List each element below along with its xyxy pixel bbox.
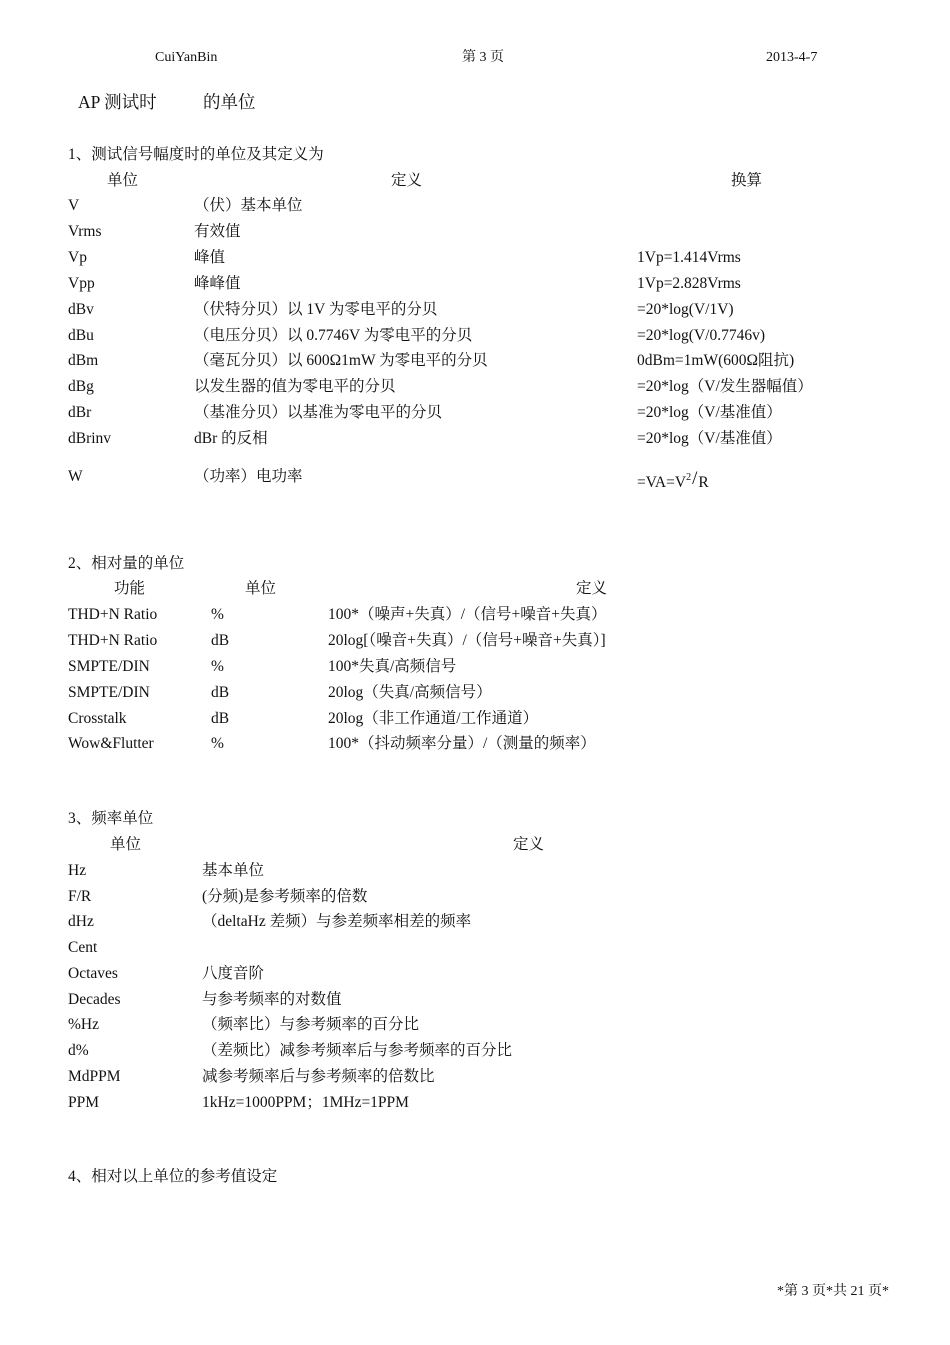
s1-conv: =20*log（V/发生器幅值） xyxy=(637,378,813,395)
s3-def: （频率比）与参考频率的百分比 xyxy=(202,1016,420,1033)
s3-unit: Hz xyxy=(68,862,87,879)
s3-unit: %Hz xyxy=(68,1016,99,1033)
formula-exponent: 2 xyxy=(686,472,692,483)
s2-def: 20log（非工作通道/工作通道） xyxy=(328,710,539,727)
s1-def: （功率）电功率 xyxy=(194,468,303,485)
section3-col-def: 定义 xyxy=(513,836,545,853)
section1-heading: 1、测试信号幅度时的单位及其定义为 xyxy=(68,146,324,163)
s1-conv: 1Vp=1.414Vrms xyxy=(637,249,741,266)
s1-conv: =20*log（V/基准值） xyxy=(637,404,782,421)
section3-heading: 3、频率单位 xyxy=(68,810,154,827)
s2-func: SMPTE/DIN xyxy=(68,684,150,701)
page-title-part2: 的单位 xyxy=(203,92,256,112)
s3-def: 八度音阶 xyxy=(202,965,265,982)
section2-col-def: 定义 xyxy=(576,580,608,597)
s1-conv: =20*log(V/0.7746v) xyxy=(637,327,765,344)
s1-def: 峰峰值 xyxy=(194,275,241,292)
s1-def: （伏）基本单位 xyxy=(194,197,303,214)
s2-func: THD+N Ratio xyxy=(68,632,158,649)
s2-def: 100*（噪声+失真）/（信号+噪音+失真） xyxy=(328,606,607,623)
s2-unit: dB xyxy=(211,710,230,727)
s1-unit: dBr xyxy=(68,404,92,421)
s3-def: （差频比）减参考频率后与参考频率的百分比 xyxy=(202,1042,513,1059)
s2-func: SMPTE/DIN xyxy=(68,658,150,675)
s1-conv: =20*log（V/基准值） xyxy=(637,430,782,447)
section4-heading: 4、相对以上单位的参考值设定 xyxy=(68,1168,278,1185)
formula-slash: / xyxy=(692,468,698,489)
footer-page-info: *第 3 页*共 21 页* xyxy=(777,1284,889,1299)
header-page: 第 3 页 xyxy=(462,50,504,65)
s1-def: （伏特分贝）以 1V 为零电平的分贝 xyxy=(194,301,438,318)
s1-unit: dBg xyxy=(68,378,94,395)
header-author: CuiYanBin xyxy=(155,50,218,65)
s3-def: 基本单位 xyxy=(202,862,265,879)
section2-col-unit: 单位 xyxy=(245,580,277,597)
s1-def: 峰值 xyxy=(194,249,226,266)
s1-def: 有效值 xyxy=(194,223,241,240)
s2-unit: % xyxy=(211,658,224,675)
s2-unit: % xyxy=(211,606,224,623)
s1-unit: Vpp xyxy=(68,275,95,292)
section1-col-unit: 单位 xyxy=(107,172,139,189)
s1-unit: dBv xyxy=(68,301,94,318)
s1-def: （电压分贝）以 0.7746V 为零电平的分贝 xyxy=(194,327,473,344)
s1-conv: =20*log(V/1V) xyxy=(637,301,734,318)
section1-col-conv: 换算 xyxy=(731,172,763,189)
s1-unit: Vrms xyxy=(68,223,102,240)
s2-func: THD+N Ratio xyxy=(68,606,158,623)
s3-unit: dHz xyxy=(68,913,94,930)
s3-unit: F/R xyxy=(68,888,92,905)
s3-def: （deltaHz 差频）与参差频率相差的频率 xyxy=(202,913,472,930)
s3-def: 1kHz=1000PPM；1MHz=1PPM xyxy=(202,1094,409,1111)
s2-def: 20log（失真/高频信号） xyxy=(328,684,492,701)
section2-col-func: 功能 xyxy=(114,580,146,597)
formula-part-b: R xyxy=(698,474,709,491)
formula-part-a: =VA=V xyxy=(637,474,687,491)
s1-unit: dBu xyxy=(68,327,94,344)
s2-def: 100*（抖动频率分量）/（测量的频率） xyxy=(328,735,596,752)
s2-unit: dB xyxy=(211,684,230,701)
s1-def: （基准分贝）以基准为零电平的分贝 xyxy=(194,404,443,421)
s1-unit: V xyxy=(68,197,80,214)
s1-def: dBr 的反相 xyxy=(194,430,268,447)
s1-conv: 0dBm=1mW(600Ω阻抗) xyxy=(637,352,795,369)
s3-unit: PPM xyxy=(68,1094,100,1111)
s1-unit: Vp xyxy=(68,249,87,266)
s2-func: Wow&Flutter xyxy=(68,735,154,752)
s1-conv-power-formula xyxy=(637,469,709,491)
s1-unit: dBm xyxy=(68,352,99,369)
page-title-part1: AP 测试时 xyxy=(78,92,157,112)
s3-unit: Cent xyxy=(68,939,98,956)
s1-conv: 1Vp=2.828Vrms xyxy=(637,275,741,292)
s3-unit: Octaves xyxy=(68,965,118,982)
s3-def: (分频)是参考频率的倍数 xyxy=(202,888,368,905)
s2-unit: dB xyxy=(211,632,230,649)
s1-unit: W xyxy=(68,468,83,485)
s2-def: 20log[（噪音+失真）/（信号+噪音+失真）] xyxy=(328,632,606,649)
s3-unit: Decades xyxy=(68,991,121,1008)
s3-def: 减参考频率后与参考频率的倍数比 xyxy=(202,1068,435,1085)
s3-unit: MdPPM xyxy=(68,1068,121,1085)
s1-unit: dBrinv xyxy=(68,430,112,447)
s3-def: 与参考频率的对数值 xyxy=(202,991,342,1008)
section3-col-unit: 单位 xyxy=(110,836,142,853)
section2-heading: 2、相对量的单位 xyxy=(68,555,185,572)
s1-def: （毫瓦分贝）以 600Ω1mW 为零电平的分贝 xyxy=(194,352,488,369)
header-date: 2013-4-7 xyxy=(766,50,818,65)
s1-def: 以发生器的值为零电平的分贝 xyxy=(194,378,396,395)
s3-unit: d% xyxy=(68,1042,89,1059)
s2-def: 100*失真/高频信号 xyxy=(328,658,457,675)
section1-col-def: 定义 xyxy=(391,172,423,189)
s2-unit: % xyxy=(211,735,224,752)
s2-func: Crosstalk xyxy=(68,710,127,727)
